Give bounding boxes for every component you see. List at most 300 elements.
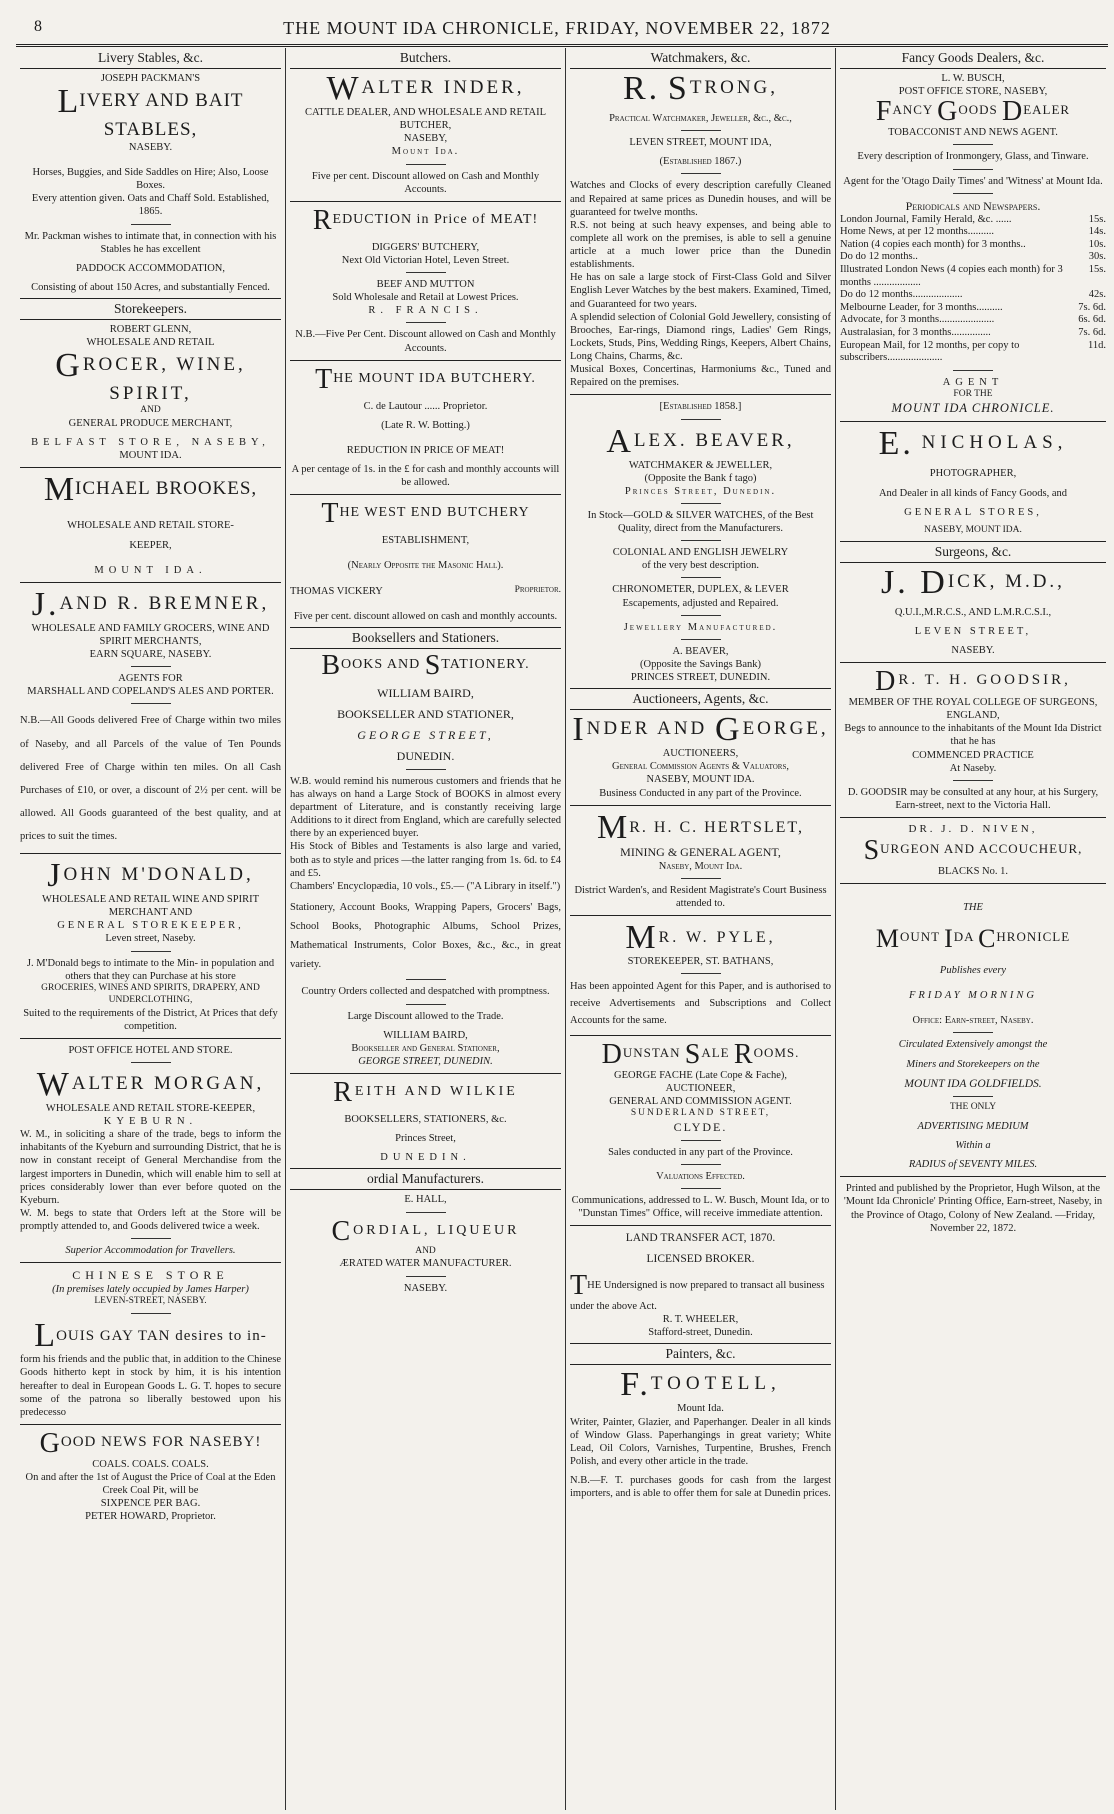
advert-text: SUNDERLAND STREET, xyxy=(630,1107,771,1118)
periodical-rate-row xyxy=(840,289,1106,302)
advert-text: Begs to announce to the inhabitants of the Mount Ida District that he has xyxy=(844,723,1102,748)
advert-text: BLACKS No. 1. xyxy=(937,865,1008,877)
advert-heading: HE MOUNT IDA BUTCHERY. xyxy=(333,370,536,386)
advert-text: District Warden's, and Resident Magistrate's Court Business attended to. xyxy=(574,884,827,909)
advert-text: GENERAL STOREKEEPER, xyxy=(57,920,244,932)
advert-tootell xyxy=(570,1368,831,1500)
drop-cap: D xyxy=(601,1038,623,1070)
advert-heading: TRONG, xyxy=(689,77,779,98)
advert-text: NASEBY. xyxy=(403,1282,448,1294)
advert-text: ÆRATED WATER MANUFACTURER. xyxy=(339,1258,512,1270)
advert-text: Communications, addressed to L. W. Busch, Mount Ida, or to "Dunstan Times" Office, will receive immediate attention. xyxy=(571,1195,830,1220)
advert-text: GROCERIES, WINES AND SPIRITS, DRAPERY, AND UNDERCLOTHING, xyxy=(41,982,260,1005)
advert-text: Horses, Buggies, and Side Saddles on Hire; Also, Loose Boxes. xyxy=(32,167,269,192)
advert-text: GENERAL STORES, xyxy=(904,506,1042,518)
column-1 xyxy=(16,48,286,1810)
advert-text: Publishes every xyxy=(939,965,1007,976)
periodicals-list xyxy=(840,214,1106,365)
advert-reduction xyxy=(290,204,561,355)
advert-text: NASEBY, MOUNT IDA. xyxy=(646,774,755,786)
advert-text: Chambers' Encyclopædia, 10 vols., £5.— ("A Library in itself.") xyxy=(290,880,561,892)
drop-cap: J. xyxy=(31,585,60,623)
periodical-name: Australasian, for 3 months............... xyxy=(840,326,991,338)
periodical-name: Nation (4 copies each month) for 3 months.. xyxy=(840,238,1026,250)
section-heading: Livery Stables, &c. xyxy=(20,48,281,69)
advert-heading: NDER AND xyxy=(586,718,708,740)
advert-heading: OOD NEWS FOR NASEBY! xyxy=(60,1433,262,1450)
advert-text: Country Orders collected and despatched with promptness. xyxy=(301,986,550,998)
advert-heading: OODS xyxy=(958,102,998,118)
page-number: 8 xyxy=(34,18,42,35)
advert-text: Has been appointed Agent for this Paper, and is authorised to receive Advertisements and Subscriptions and Collect Accounts for the same. xyxy=(570,981,831,1026)
advert-text: MOUNT IDA CHRONICLE. xyxy=(891,400,1055,415)
advert-text: R. T. WHEELER, xyxy=(662,1314,739,1326)
advert-heading: NICHOLAS, xyxy=(921,432,1068,454)
drop-cap: G xyxy=(55,347,83,385)
advert-text: EARN SQUARE, NASEBY. xyxy=(89,649,212,661)
periodical-rate-row xyxy=(840,314,1106,327)
advert-text: CHRONOMETER, DUPLEX, & LEVER xyxy=(612,584,789,596)
advert-text: Large Discount allowed to the Trade. xyxy=(347,1010,504,1022)
advert-text: KYEBURN. xyxy=(103,1116,198,1127)
periodical-rate-row xyxy=(840,251,1106,264)
advert-bremner xyxy=(20,585,281,848)
periodical-price: 14s. xyxy=(1088,226,1106,238)
advert-text: L. W. BUSCH, xyxy=(941,73,1005,84)
advert-text: Writer, Painter, Glazier, and Paperhanger. Dealer in all kinds of Window Glass. Paperhangings in great variety; White Lead, Oil Colors, Varnishes, Turpentine, Brushes, French Polish, and every other article in the trade. xyxy=(570,1416,831,1467)
advert-west-end-butchery xyxy=(290,500,561,623)
drop-cap: S xyxy=(863,834,881,866)
advert-text: Escapements, adjusted and Repaired. xyxy=(622,597,779,609)
advert-text: LEVEN STREET, xyxy=(914,625,1032,637)
advert-text: Q.U.I.,M.R.C.S., AND L.M.R.C.S.I., xyxy=(894,606,1052,618)
advert-text: AND xyxy=(140,405,161,416)
drop-cap: G xyxy=(937,96,959,128)
advert-text: A per centage of 1s. in the £ for cash and monthly accounts will be allowed. xyxy=(291,464,560,489)
advert-text: W. M. begs to state that Orders left at the Store will be promptly attended to, and Goods delivered twice a week. xyxy=(20,1207,281,1232)
advert-text: Watches and Clocks of every description carefully Cleaned and Repaired at same prices as Dunedin houses, and will be guaranteed for twelve months. xyxy=(570,180,831,218)
advert-text: LEVEN STREET, MOUNT IDA, xyxy=(629,137,772,149)
drop-cap: D xyxy=(1001,96,1024,128)
advert-text: D. GOODSIR may be consulted at any hour, at his Surgery, Earn-street, next to the Victoria Hall. xyxy=(847,786,1099,811)
periodical-name: Advocate, for 3 months..................... xyxy=(840,314,995,326)
advert-text: POST OFFICE HOTEL AND STORE. xyxy=(68,1044,233,1056)
drop-cap: L xyxy=(57,83,80,121)
advert-text: Office: Earn-street, Naseby. xyxy=(912,1015,1034,1027)
advert-text: GENERAL AND COMMISSION AGENT. xyxy=(609,1095,792,1107)
drop-cap: W xyxy=(36,1065,72,1103)
drop-cap: A xyxy=(606,422,634,460)
advert-heading: ICHAEL BROOKES, xyxy=(75,478,258,500)
periodical-price: 42s. xyxy=(1088,289,1106,301)
periodical-rate-row xyxy=(840,226,1106,239)
drop-cap: B xyxy=(321,649,342,681)
advert-text: (In premises lately occupied by James Harper) xyxy=(52,1284,249,1296)
advert-heading: ALE xyxy=(701,1044,730,1060)
advert-pyle xyxy=(570,921,831,1030)
drop-cap: I xyxy=(944,924,954,953)
advert-coal xyxy=(20,1427,281,1524)
masthead xyxy=(0,0,1114,40)
advert-text: WHOLESALE AND FAMILY GROCERS, WINE AND SPIRIT MERCHANTS, xyxy=(31,622,270,647)
advert-text: COLONIAL AND ENGLISH JEWELRY xyxy=(612,547,789,559)
advert-text: At Naseby. xyxy=(949,762,997,774)
advert-text: Consisting of about 150 Acres, and substantially Fenced. xyxy=(31,281,270,293)
advert-text: HE Undersigned is now prepared to transact all business under the above Act. xyxy=(570,1280,825,1313)
advert-text: BOOKSELLERS, STATIONERS, &c. xyxy=(344,1114,507,1126)
advert-chronicle xyxy=(840,889,1106,1171)
advert-text: MEMBER OF THE ROYAL COLLEGE OF SURGEONS, ENGLAND, xyxy=(848,697,1098,722)
drop-cap: T xyxy=(315,363,334,395)
drop-cap: R. xyxy=(622,70,661,107)
periodical-rate-row xyxy=(840,214,1106,227)
drop-cap: M xyxy=(625,919,659,956)
advert-text: Next Old Victorian Hotel, Leven Street. xyxy=(341,254,510,266)
advert-text: Periodicals and Newspapers. xyxy=(905,198,1041,213)
drop-cap: E. xyxy=(878,425,914,463)
advert-text: Five per cent. Discount allowed on Cash and Monthly Accounts. xyxy=(311,170,540,195)
advert-text: PRINCES STREET, DUNEDIN. xyxy=(630,672,771,683)
drop-cap: J. D xyxy=(881,563,948,601)
drop-cap: R xyxy=(312,204,333,236)
advert-text: Within a xyxy=(955,1140,991,1151)
advert-text: PADDOCK ACCOMMODATION, xyxy=(76,262,225,274)
advert-heading: EITH AND WILKIE xyxy=(354,1084,518,1100)
advert-text: NASEBY, xyxy=(403,133,448,145)
advert-heading: OHN M'DONALD, xyxy=(63,864,254,885)
advert-text: [Established 1858.] xyxy=(659,401,742,413)
advert-text: THOMAS VICKERY xyxy=(290,585,383,597)
advert-heading: ICK, M.D., xyxy=(947,570,1065,592)
drop-cap: S xyxy=(424,649,442,681)
advert-text: LICENSED BROKER. xyxy=(646,1252,755,1265)
advert-text: Mount Ida. xyxy=(677,1403,724,1415)
advert-heading: OUNT xyxy=(899,929,940,944)
advert-text: W.B. would remind his numerous customers and friends that he has always on hand a Large Stock of BOOKS in almost every department of Literature, and is constantly receiving large Additions to it direct from England, which are carefully selected there by an experienced buyer. xyxy=(290,775,561,840)
advert-text: ADVERTISING MEDIUM xyxy=(917,1120,1029,1132)
advert-text: ROBERT GLENN, xyxy=(109,324,192,336)
advert-text: Princes Street, Dunedin. xyxy=(624,485,777,497)
advert-text: Musical Boxes, Concertinas, Harmoniums &c., Tuned and Repaired on the premises. xyxy=(570,364,831,389)
advert-text: Naseby, Mount Ida. xyxy=(658,860,743,872)
advert-heading: ALTER MORGAN, xyxy=(71,1072,265,1094)
advert-glenn xyxy=(20,323,281,462)
advert-text: GEORGE STREET, DUNEDIN. xyxy=(358,1055,493,1067)
drop-cap: C xyxy=(331,1215,354,1247)
advert-baird xyxy=(290,649,561,1068)
advert-text: THE ONLY xyxy=(949,1102,997,1112)
advert-heading: OUIS GAY TAN desires to in- xyxy=(56,1328,267,1345)
section-heading: Fancy Goods Dealers, &c. xyxy=(840,48,1106,69)
advert-text: (Established 1867.) xyxy=(659,156,742,168)
advert-text: NASEBY. xyxy=(128,141,173,153)
advert-inder xyxy=(290,72,561,196)
advert-text: N.B.—All Goods delivered Free of Charge within two miles of Naseby, and all Parcels of the value of Ten Pounds delivered Free of Charge within ten miles. On all Cash Purchases of £10, or over, a discount of 2½ per cent. will be allowed. All Goods guaranteed of the best quality, and at prices to suit the times. xyxy=(20,715,281,842)
drop-cap: D xyxy=(875,666,899,697)
advert-text: AUCTIONEERS, xyxy=(662,748,739,760)
advert-heading: UNSTAN xyxy=(622,1044,681,1060)
column-3 xyxy=(566,48,836,1810)
advert-dunstan xyxy=(570,1038,831,1221)
advert-strong xyxy=(570,72,831,389)
periodical-rate-row xyxy=(840,264,1106,289)
periodical-name: Melbourne Leader, for 3 months.......... xyxy=(840,301,1003,313)
advert-text: R.S. not being at such heavy expenses, and being able to complete all work on the premises, is able to sell a genuine article at a much lower price than the Dunedin establishments. xyxy=(570,219,831,271)
page-title: THE MOUNT IDA CHRONICLE, FRIDAY, NOVEMBER 22, 1872 xyxy=(283,18,831,38)
advert-text: JOSEPH PACKMAN'S xyxy=(100,73,201,84)
advert-text: On and after the 1st of August the Price of Coal at the Eden Creek Coal Pit, will be xyxy=(25,1472,276,1497)
advert-text: Proprietor. xyxy=(514,584,561,595)
advert-text: DUNEDIN. xyxy=(396,748,455,763)
advert-text: DIGGERS' BUTCHERY, xyxy=(371,241,480,253)
advert-text: N.B.—Five Per Cent. Discount allowed on Cash and Monthly Accounts. xyxy=(295,329,556,354)
section-heading: ordial Manufacturers. xyxy=(290,1168,561,1190)
advert-text: (Nearly Opposite the Masonic Hall). xyxy=(347,560,504,572)
periodical-rate-row xyxy=(840,327,1106,340)
advert-heading: IVERY AND BAIT STABLES, xyxy=(79,90,244,141)
section-heading: Auctioneers, Agents, &c. xyxy=(570,688,831,710)
drop-cap: F. xyxy=(620,1366,651,1404)
advert-text: A splendid selection of Colonial Gold Jewellery, consisting of Brooches, Ear-rings, Diamond rings, Ladies' Gem Rings, Lockets, Studs, Pins, Wedding Rings, Keepers, Albert Chains, Long Chains, Charms, &c. xyxy=(570,311,831,362)
advert-text: WHOLESALE AND RETAIL STORE- xyxy=(67,520,234,532)
drop-cap: S xyxy=(684,1038,702,1070)
advert-text: MOUNT IDA GOLDFIELDS. xyxy=(904,1077,1042,1090)
masthead-rule xyxy=(16,44,1108,47)
drop-cap: G xyxy=(715,711,743,749)
advert-text: MINING & GENERAL AGENT, xyxy=(620,844,781,859)
advert-text: GEORGE FACHE (Late Cope & Fache), xyxy=(613,1069,788,1081)
advert-text: BOOKSELLER AND STATIONER, xyxy=(337,706,514,721)
drop-cap: R xyxy=(733,1038,754,1070)
drop-cap: T xyxy=(321,498,340,530)
advert-text: J. M'Donald begs to intimate to the Min- in population and others that they can Purchase at his store xyxy=(26,957,275,982)
advert-text: Miners and Storekeepers on the xyxy=(906,1058,1040,1070)
advert-text: R. FRANCIS. xyxy=(368,305,483,317)
periodical-rate-row xyxy=(840,239,1106,252)
advert-text: NASEBY. xyxy=(951,644,995,656)
advert-text: LEVEN-STREET, NASEBY. xyxy=(94,1296,207,1307)
advert-text: In Stock—GOLD & SILVER WATCHES, of the Best Quality, direct from the Manufacturers. xyxy=(587,509,814,534)
advert-heading: R. H. C. HERTSLET, xyxy=(629,818,804,836)
advert-text: Circulated Extensively amongst the xyxy=(898,1039,1048,1051)
periodical-price: 7s. 6d. xyxy=(1078,301,1106,313)
advert-text: LAND TRANSFER ACT, 1870. xyxy=(625,1232,776,1245)
advert-text: KEEPER, xyxy=(129,539,172,551)
advert-text: Practical Watchmaker, Jeweller, &c., &c., xyxy=(609,113,792,124)
column-2 xyxy=(286,48,566,1810)
advert-text: AND xyxy=(415,1245,436,1256)
advert-text: W. M., in soliciting a share of the trade, begs to inform the inhabitants of the Kyeburn and surrounding District, that he is now in constant receipt of General Merchandise from the largest importers in Dunedin, which will enable him to sell at prices considerably lower than ever before quoted on the Kyeburn. xyxy=(20,1129,281,1206)
advert-text: And Dealer in all kinds of Fancy Goods, and xyxy=(878,487,1068,499)
periodical-price: 10s. xyxy=(1088,238,1106,250)
advert-text: REDUCTION IN PRICE OF MEAT! xyxy=(346,444,505,456)
drop-cap: S xyxy=(667,70,690,107)
advert-text: Superior Accommodation for Travellers. xyxy=(65,1245,236,1257)
advert-text: Mount Ida. xyxy=(391,146,460,158)
advert-busch xyxy=(840,72,1106,416)
advert-text: ESTABLISHMENT, xyxy=(381,535,470,547)
advert-text: (Opposite the Savings Bank) xyxy=(639,658,762,670)
periodical-price: 7s. 6d. xyxy=(1078,326,1106,338)
imprint: Printed and published by the Proprietor, Hugh Wilson, at the 'Mount Ida Chronicle' Printing Office, Earn-street, Naseby, in the Province of Otago, Colony of New Zealand. —Friday, November 22, 1872. xyxy=(843,1183,1103,1234)
advert-beaver xyxy=(570,400,831,684)
advert-heading: CHINESE STORE xyxy=(72,1268,229,1283)
advert-text: RADIUS of SEVENTY MILES. xyxy=(908,1159,1038,1171)
drop-cap: M xyxy=(43,471,76,509)
drop-cap: T xyxy=(570,1270,588,1302)
advert-text: THE xyxy=(963,901,983,913)
advert-niven xyxy=(840,823,1106,878)
advert-heading: ROCER, WINE, SPIRIT, xyxy=(82,354,246,405)
advert-morgan xyxy=(20,1044,281,1258)
advert-inder-george xyxy=(570,713,831,800)
advert-land-transfer xyxy=(570,1231,831,1339)
advert-hall xyxy=(290,1193,561,1294)
advert-text: General Commission Agents & Valuators, xyxy=(612,761,789,773)
advert-heading: R. T. H. GOODSIR, xyxy=(898,672,1071,688)
advert-text: Sales conducted in any part of the Province. xyxy=(608,1146,793,1158)
advert-heading: TOOTELL, xyxy=(650,1373,781,1395)
section-heading: Butchers. xyxy=(290,48,561,69)
drop-cap: M xyxy=(597,808,630,846)
advert-text: COALS. COALS. COALS. xyxy=(92,1458,209,1470)
advert-mcdonald xyxy=(20,859,281,1033)
drop-cap: L xyxy=(34,1317,57,1355)
advert-text: Business Conducted in any part of the Province. xyxy=(599,787,802,799)
advert-text: DR. J. D. NIVEN, xyxy=(908,823,1038,835)
periodical-price: 15s. xyxy=(1088,264,1106,275)
advert-text: Mr. Packman wishes to intimate that, in connection with his Stables he has excellent xyxy=(24,230,277,255)
advert-text: N.B.—F. T. purchases goods for cash from the largest importers, and is able to offer them for sale at Dunedin prices. xyxy=(570,1475,831,1500)
advert-text: TOBACCONIST AND NEWS AGENT. xyxy=(888,127,1058,139)
advert-text: Suited to the requirements of the District, At Prices that defy competition. xyxy=(23,1007,278,1032)
advert-heading: EORGE, xyxy=(742,718,829,740)
advert-heading: ORDIAL, LIQUEUR xyxy=(353,1222,520,1238)
advert-reith-wilkie xyxy=(290,1079,561,1164)
advert-text: Bookseller and General Stationer, xyxy=(351,1042,500,1054)
advert-text: Jewellery Manufactured. xyxy=(623,621,778,633)
advert-text: CLYDE. xyxy=(673,1119,728,1134)
advert-heading: OOKS AND xyxy=(341,656,421,672)
advert-hertslet xyxy=(570,808,831,910)
advert-heading: DA xyxy=(953,929,974,944)
advert-text: MOUNT IDA. xyxy=(119,450,182,462)
drop-cap: R xyxy=(333,1077,355,1109)
advert-text: CATTLE DEALER, AND WHOLESALE AND RETAIL BUTCHER, xyxy=(304,107,547,132)
advert-dick xyxy=(840,563,1106,657)
periodical-price: 30s. xyxy=(1088,251,1106,263)
advert-text: WILLIAM BAIRD, xyxy=(383,1029,468,1041)
advert-text: BEEF AND MUTTON xyxy=(376,279,475,290)
advert-text: Princes Street, xyxy=(395,1133,456,1145)
advert-text: Stafford-street, Dunedin. xyxy=(648,1327,753,1339)
periodical-price: 6s. 6d. xyxy=(1078,314,1106,326)
advert-text: FOR THE xyxy=(953,388,993,399)
drop-cap: W xyxy=(326,70,362,107)
periodical-rate-row xyxy=(840,302,1106,315)
periodical-name: Home News, at per 12 months.......... xyxy=(840,226,994,238)
periodical-name: Illustrated London News (4 copies each month) for 3 months .................. xyxy=(840,264,1063,288)
advert-text: AGENTS FOR xyxy=(118,673,183,685)
periodical-name: Do do 12 months................... xyxy=(840,289,963,301)
advert-text: Agent for the 'Otago Daily Times' and 'Witness' at Mount Ida. xyxy=(843,175,1103,187)
advert-text: FRIDAY MORNING xyxy=(908,990,1038,1002)
advert-text: (Opposite the Bank f tago) xyxy=(644,472,757,484)
advert-heading: ANCY xyxy=(892,102,933,118)
advert-text: SIXPENCE PER BAG. xyxy=(100,1498,201,1510)
advert-heading: OOMS. xyxy=(753,1044,800,1060)
advert-text: Five per cent. discount allowed on cash and monthly accounts. xyxy=(293,610,558,622)
advert-text: MARSHALL AND COPELAND'S ALES AND PORTER. xyxy=(27,686,274,698)
advert-text: DUNEDIN. xyxy=(380,1152,471,1164)
advert-text: WILLIAM BAIRD, xyxy=(377,685,474,700)
section-heading: Painters, &c. xyxy=(570,1343,831,1365)
periodical-rate-row xyxy=(840,340,1106,365)
advert-text: He has on sale a large stock of First-Class Gold and Silver English Lever Watches by the best makers. Examined, Timed, and Guaranteed for two years. xyxy=(570,272,831,310)
advert-goodsir xyxy=(840,668,1106,812)
advert-text: BELFAST STORE, NASEBY, xyxy=(31,437,270,449)
advert-chinese-store xyxy=(20,1268,281,1419)
advert-text: AUCTIONEER, xyxy=(665,1082,736,1094)
section-heading: Storekeepers. xyxy=(20,298,281,320)
advert-text: Valuations Effected. xyxy=(656,1170,745,1182)
advert-text: E. HALL, xyxy=(404,1194,447,1206)
advert-heading: R. W. PYLE, xyxy=(658,929,776,946)
advert-text: WHOLESALE AND RETAIL xyxy=(86,337,215,349)
advert-heading: HE WEST END BUTCHERY xyxy=(339,505,530,521)
advert-mount-ida-butchery xyxy=(290,363,561,490)
advert-text: Stationery, Account Books, Wrapping Papers, Grocers' Bags, School Books, Photographic Albums, School Prizes, Mathematical Instruments, Color Boxes, &c., &c., in great variety. xyxy=(290,901,561,970)
advert-heading: EDUCTION in Price of MEAT! xyxy=(332,211,539,227)
periodical-name: Do do 12 months.. xyxy=(840,251,918,263)
advert-text: Leven street, Naseby. xyxy=(105,933,196,945)
advert-heading: AND R. BREMNER, xyxy=(59,592,270,614)
periodical-name: European Mail, for 12 months, per copy to subscribers..................... xyxy=(840,339,1020,364)
advert-brookes xyxy=(20,473,281,576)
advert-heading: LEX. BEAVER, xyxy=(633,429,795,451)
advert-heading: HRONICLE xyxy=(996,929,1071,944)
advert-text: AGENT xyxy=(942,376,1004,388)
advert-text: GEORGE STREET, xyxy=(357,727,494,742)
advert-text: GENERAL PRODUCE MERCHANT, xyxy=(68,418,233,430)
section-heading: Watchmakers, &c. xyxy=(570,48,831,69)
section-heading: Surgeons, &c. xyxy=(840,541,1106,563)
advert-text: of the very best description. xyxy=(642,560,759,572)
advert-text: PHOTOGRAPHER, xyxy=(929,468,1017,480)
drop-cap: C xyxy=(978,924,997,953)
advert-text: C. de Lautour ...... Proprietor. xyxy=(363,400,488,412)
advert-text: MOUNT IDA. xyxy=(94,564,207,576)
advert-heading: URGEON AND ACCOUCHEUR, xyxy=(880,840,1083,856)
periodical-price: 15s. xyxy=(1088,213,1106,225)
advert-heading: TATIONERY. xyxy=(441,656,530,672)
advert-text: Every description of Ironmongery, Glass, and Tinware. xyxy=(857,151,1089,163)
advert-nicholas xyxy=(840,427,1106,536)
advert-text: (Late R. W. Botting.) xyxy=(381,419,470,431)
advert-heading: EALER xyxy=(1023,102,1071,118)
advert-heading: ALTER INDER, xyxy=(361,77,525,98)
advert-packman xyxy=(20,72,281,294)
advert-text: STOREKEEPER, ST. BATHANS, xyxy=(627,956,774,967)
section-heading: Booksellers and Stationers. xyxy=(290,627,561,649)
advert-text: WHOLESALE AND RETAIL STORE-KEEPER, xyxy=(45,1102,256,1114)
drop-cap: J xyxy=(47,857,64,894)
column-4 xyxy=(836,48,1110,1810)
advert-text: PETER HOWARD, Proprietor. xyxy=(85,1511,216,1523)
advert-text: form his friends and the public that, in addition to the Chinese Goods hitherto kept in stock by him, it is his intention hereafter to deal in European Goods L. G. T. hopes to secure some of the patrona so liberally bestowed upon his predecesso xyxy=(20,1354,281,1418)
drop-cap: F xyxy=(875,96,893,128)
drop-cap: G xyxy=(39,1427,61,1459)
